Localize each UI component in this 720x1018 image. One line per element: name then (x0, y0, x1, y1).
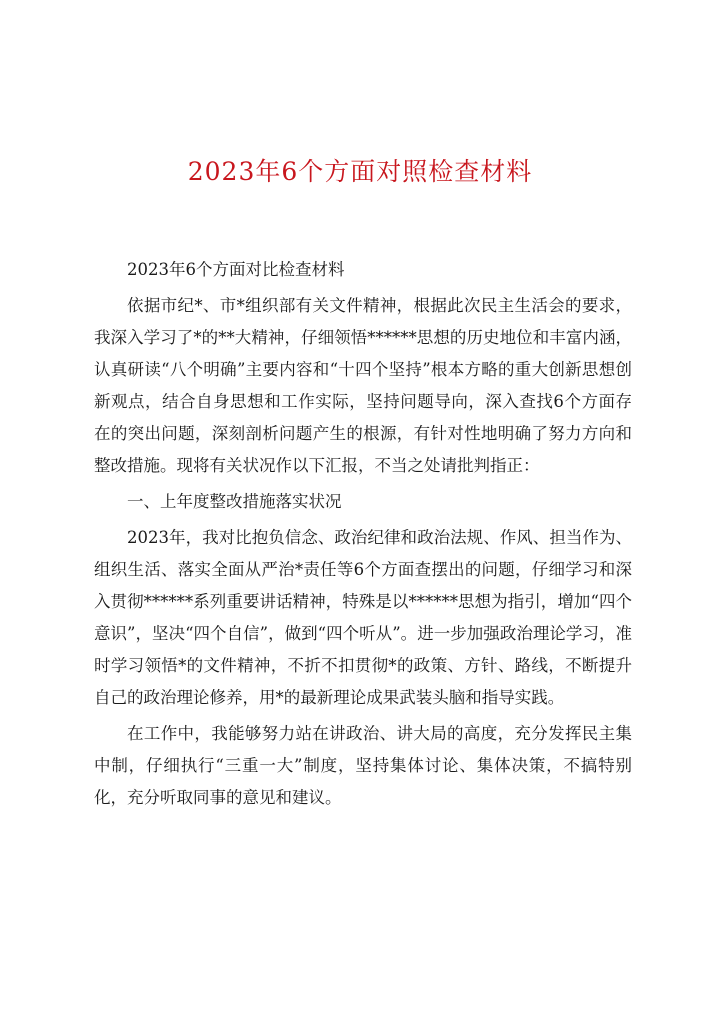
paragraph-intro: 依据市纪*、市*组织部有关文件精神，根据此次民主生活会的要求，我深入学习了*的**大精神，仔细领悟******思想的历史地位和丰富内涵，认真研读“八个明确”主要内容和“十四个坚持”根本方略的重大创新思想创新观点，结合自身思想和工作实际，坚持问题导向，深入查找6个方面存在的突出问题，深刻剖析问题产生的根源，有针对性地明确了努力方向和整改措施。现将有关状况作以下汇报，不当之处请批判指正： (94, 296, 632, 475)
paragraph-subtitle: 2023年6个方面对比检查材料 (127, 260, 345, 279)
document-title: 2023年6个方面对照检查材料 (187, 157, 533, 186)
paragraph-work: 在工作中，我能够努力站在讲政治、讲大局的高度，充分发挥民主集中制，仔细执行“三重一大”制度，坚持集体讨论、集体决策，不搞特别化，充分听取同事的意见和建议。 (94, 724, 632, 807)
paragraph-review: 2023年，我对比抱负信念、政治纪律和政治法规、作风、担当作为、组织生活、落实全面从严治*责任等6个方面查摆出的问题，仔细学习和深入贯彻******系列重要讲话精神，特殊是以******思想为指引，增加“四个意识”，坚决“四个自信”，做到“四个听从”。进一步加强政治理论学习，准时学习领悟*的文件精神，不折不扣贯彻*的政策、方针、路线，不断提升自己的政治理论修养，用*的最新理论成果武装头脑和指导实践。 (94, 528, 632, 707)
document-body (94, 254, 632, 818)
section-heading: 一、上年度整改措施落实状况 (127, 492, 342, 511)
